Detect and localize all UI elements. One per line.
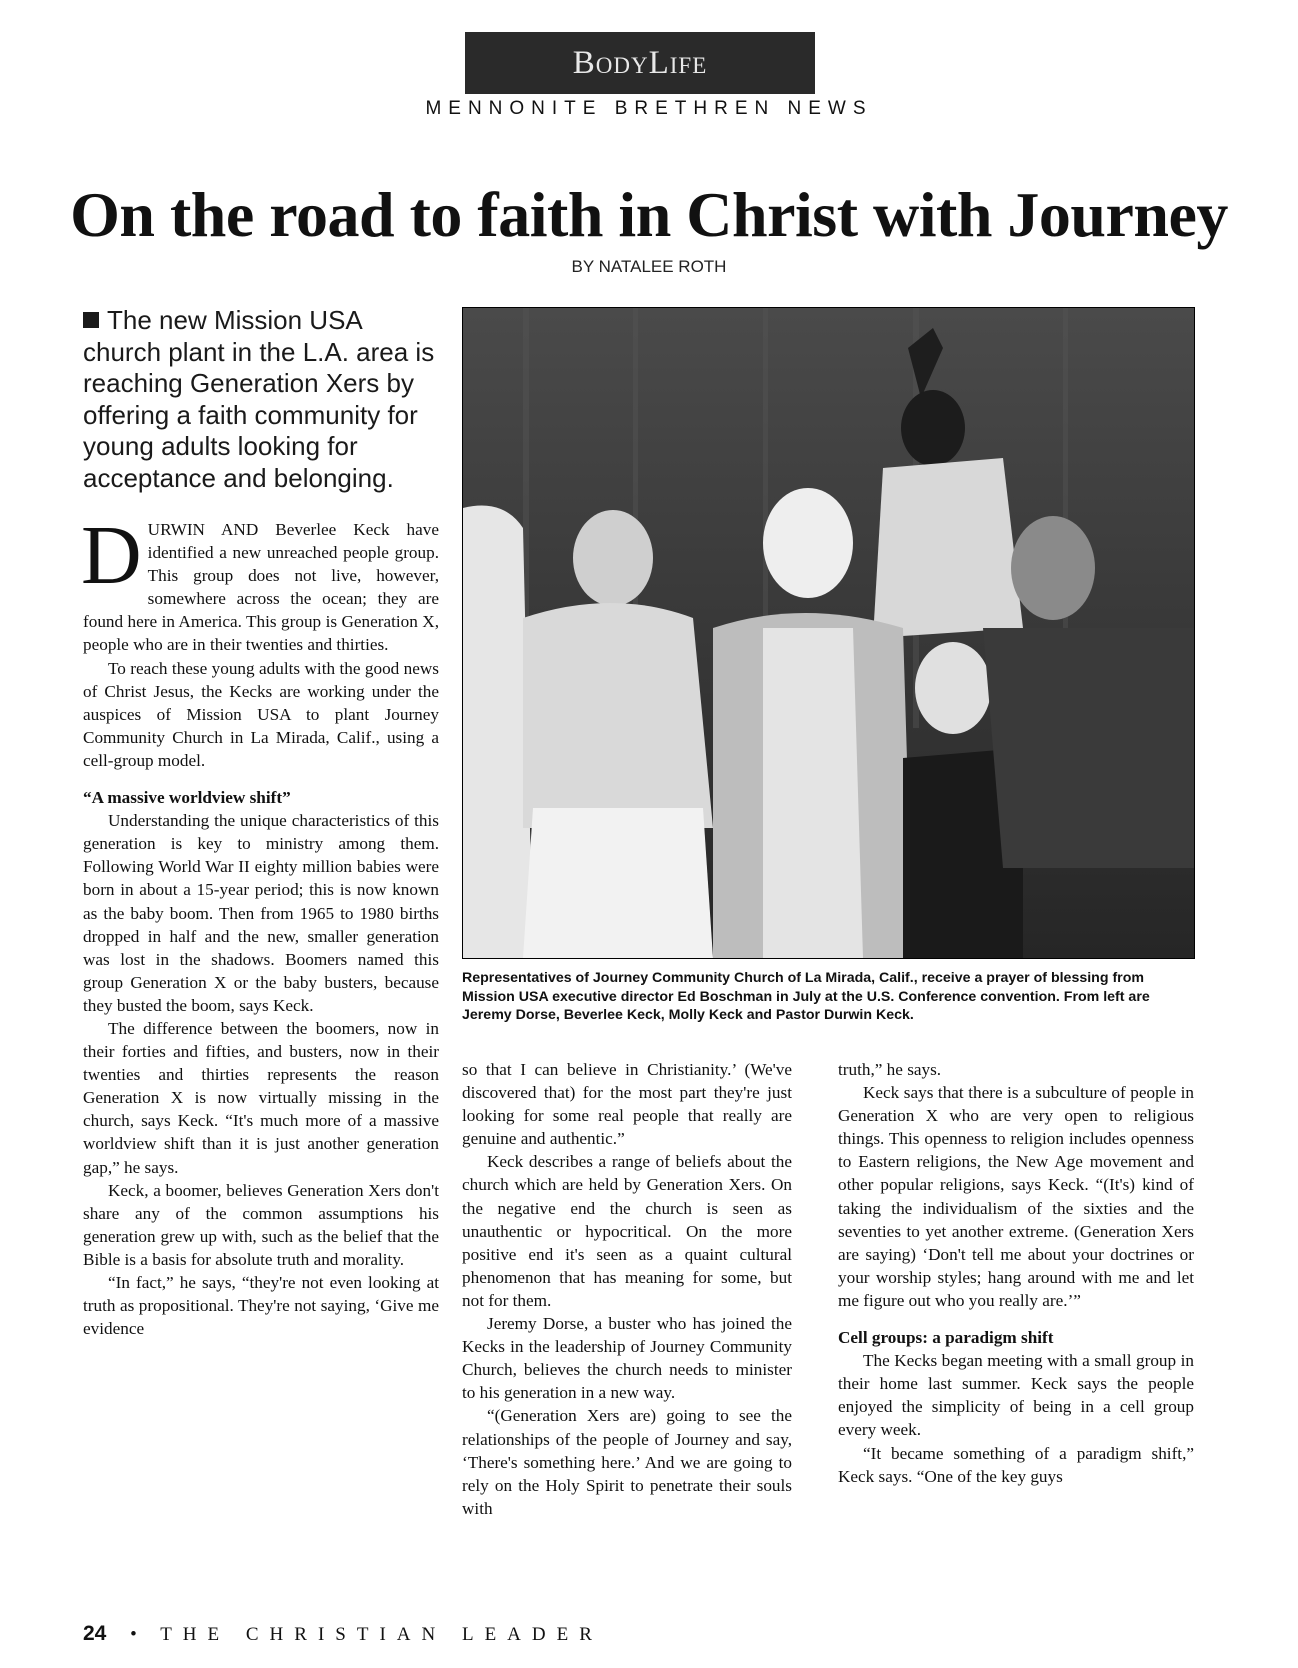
paragraph: Understanding the unique characteristics of this generation is key to ministry among them. Following World War II eighty million babies were born in about a 15-year period; this is now known as the baby boom. Then from 1965 to 1980 births dropped in half and the new, smaller generation was lost in the shadows. Boomers named this group Generation X or the baby busters, because they busted the boom, says Keck. bbox=[83, 811, 439, 1015]
subheading: Cell groups: a paradigm shift bbox=[838, 1328, 1054, 1348]
article-photo bbox=[462, 307, 1195, 959]
drop-cap: D bbox=[81, 509, 142, 602]
paragraph-text: URWIN AND Beverlee Keck have identified a new unreached people group. This group does not live, however, somewhere across the ocean; they are found here in America. This group is Generation X, people who are in their twenties and thirties. bbox=[83, 520, 439, 655]
paragraph: The difference between the boomers, now in their forties and fifties, and busters, now in their twenties and thirties represents the reason Generation X is now virtually missing in the church, says Keck. “It's much more of a massive worldview shift than it is just another generation gap,” he says. bbox=[83, 1018, 439, 1177]
article-deck bbox=[83, 305, 439, 494]
article-column-1 bbox=[81, 509, 439, 1340]
paragraph: truth,” he says. bbox=[838, 1060, 942, 1079]
paragraph bbox=[81, 509, 439, 657]
paragraph: The Kecks began meeting with a small group in their home last summer. Keck says the people enjoyed the simplicity of being in a cell group every week. bbox=[838, 1351, 1194, 1440]
article-column-2 bbox=[462, 1058, 792, 1520]
paragraph: Keck, a boomer, believes Generation Xers don't share any of the common assumptions his generation grew up with, such as the belief that the Bible is a basis for absolute truth and morality. bbox=[83, 1180, 439, 1269]
article-column-3 bbox=[838, 1058, 1194, 1488]
section-subhead: MENNONITE BRETHREN NEWS bbox=[425, 98, 873, 119]
deck-text: The new Mission USA church plant in the L.A. area is reaching Generation Xers by offering a faith community for young adults looking for acceptance and belonging. bbox=[83, 305, 435, 493]
subheading: “A massive worldview shift” bbox=[83, 788, 291, 808]
section-banner bbox=[465, 32, 815, 94]
paragraph: Keck says that there is a subculture of people in Generation X who are very open to religious things. This openness to religion includes openness to Eastern religions, the New Age movement and other popular religions, says Keck. “(It's) kind of taking the individualism of the sixties and the seventies to yet another extreme. (Generation Xers are saying) ‘Don't tell me about your doctrines or your worship styles; hang around with me and let me figure out who you really are.’” bbox=[838, 1083, 1194, 1310]
paragraph: “(Generation Xers are) going to see the relationships of the people of Journey and say, ‘There's something here.’ And we are going to rely on the Holy Spirit to penetrate their souls with bbox=[462, 1406, 792, 1518]
page-number: 24 bbox=[83, 1622, 107, 1645]
section-banner-text: BodyLife bbox=[572, 44, 708, 81]
page-footer bbox=[83, 1622, 603, 1646]
article-headline: On the road to faith in Christ with Journey bbox=[70, 179, 1228, 250]
bullet-square-icon bbox=[83, 312, 99, 328]
paragraph: Jeremy Dorse, a buster who has joined the Kecks in the leadership of Journey Community Church, believes the church needs to minister to his generation in a new way. bbox=[462, 1314, 792, 1403]
paragraph: To reach these young adults with the good news of Christ Jesus, the Kecks are working under the auspices of Mission USA to plant Journey Community Church in La Mirada, Calif., using a cell-group model. bbox=[83, 658, 439, 770]
paragraph: “In fact,” he says, “they're not even looking at truth as propositional. They're not saying, ‘Give me evidence bbox=[83, 1273, 439, 1339]
paragraph: “It became something of a paradigm shift,” Keck says. “One of the key guys bbox=[838, 1443, 1194, 1486]
photo-illustration bbox=[463, 308, 1194, 958]
publication-name: THE CHRISTIAN LEADER bbox=[160, 1624, 603, 1645]
paragraph: so that I can believe in Christianity.’ (We've discovered that) for the most part they're just looking for some real people that really are genuine and authentic.” bbox=[462, 1060, 792, 1149]
article-byline: BY NATALEE ROTH bbox=[571, 257, 727, 276]
paragraph: Keck describes a range of beliefs about the church which are held by Generation Xers. On the negative end the church is seen as unauthentic or hypocritical. On the more positive end it's seen as a quaint cultural phenomenon that has meaning for some, but not for them. bbox=[462, 1152, 792, 1310]
footer-bullet: • bbox=[130, 1624, 137, 1645]
photo-caption: Representatives of Journey Community Church of La Mirada, Calif., receive a prayer of blessing from Mission USA executive director Ed Boschman in July at the U.S. Conference convention. From left are Jeremy Dorse, Beverlee Keck, Molly Keck and Pastor Durwin Keck. bbox=[462, 970, 1150, 1023]
